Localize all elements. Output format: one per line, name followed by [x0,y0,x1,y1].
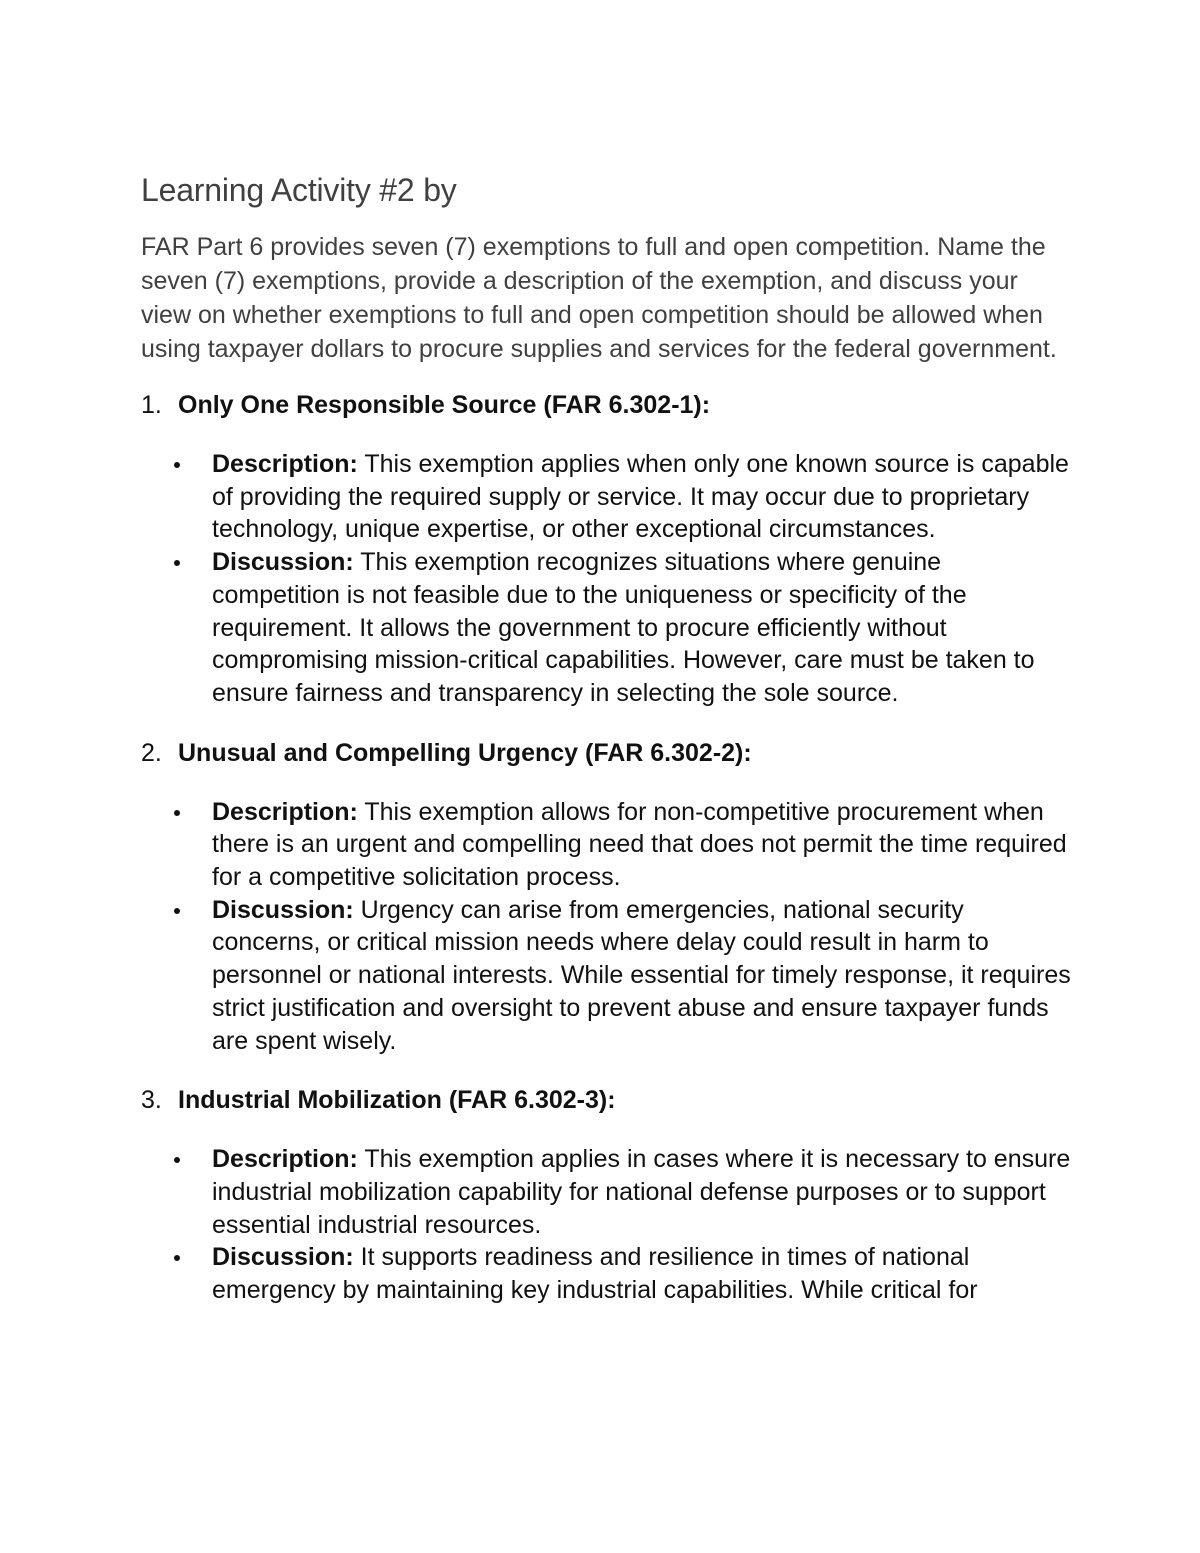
bullet-icon [174,560,180,566]
bullet-text: It supports readiness and resilience in times of national emergency by maintaining key industrial capabilities. While critical for [212,1243,978,1305]
bullet-item [141,894,1071,1058]
bullet-icon [174,810,180,816]
intro-paragraph: FAR Part 6 provides seven (7) exemptions to full and open competition. Name the seven (7) exemptions, provide a description of the exemption, and discuss your view on whether exemptions to full and open competition should be allowed when using taxpayer dollars to procure supplies and services for the federal government. [141,233,1057,363]
exemption-section [141,1083,1071,1307]
bullet-label: Discussion: [212,1243,354,1272]
section-heading [141,736,1071,770]
exemption-section [141,736,1071,1058]
bullet-icon [174,462,180,468]
section-number: 3. [141,1086,162,1115]
bullet-item [141,1143,1071,1241]
section-title: Only One Responsible Source (FAR 6.302-1): [178,391,711,419]
bullet-icon [174,1255,180,1261]
bullet-icon [174,1157,180,1163]
section-number: 1. [141,391,162,419]
bullet-label: Discussion: [212,895,354,924]
section-heading [141,388,1071,422]
bullet-label: Description: [212,1145,358,1174]
bullet-text: This exemption allows for non-competitive procurement when there is an urgent and compelling need that does not permit the time required for a competitive solicitation process. [212,797,1067,892]
bullet-item [141,1241,1071,1306]
bullet-list [141,796,1071,1058]
page-title: Learning Activity #2 by [141,172,457,208]
exemption-section [141,388,1071,710]
section-title: Unusual and Compelling Urgency (FAR 6.302-2): [178,738,752,767]
bullet-item [141,546,1071,710]
section-heading [141,1083,1071,1117]
bullet-icon [174,908,180,914]
bullet-item [141,448,1071,546]
bullet-text: Urgency can arise from emergencies, national security concerns, or critical mission needs where delay could result in harm to personnel or national interests. While essential for timely response, it requires strict justification and oversight to prevent abuse and ensure taxpayer funds are spent wisely. [212,895,1071,1055]
document-page [141,168,1071,1333]
bullet-label: Description: [212,450,358,478]
bullet-text: This exemption recognizes situations where genuine competition is not feasible due to the uniqueness or specificity of the requirement. It allows the government to procure efficiently without compromising mission-critical capabilities. However, care must be taken to ensure fairness and transparency in selecting the sole source. [212,548,1035,707]
bullet-label: Discussion: [212,548,354,577]
section-title: Industrial Mobilization (FAR 6.302-3): [178,1086,616,1115]
bullet-text: This exemption applies when only one known source is capable of providing the required supply or service. It may occur due to proprietary technology, unique expertise, or other exceptional circumstances. [212,450,1069,544]
bullet-text: This exemption applies in cases where it is necessary to ensure industrial mobilization capability for national defense purposes or to support essential industrial resources. [212,1145,1071,1239]
bullet-list [141,448,1071,710]
section-number: 2. [141,738,162,767]
bullet-label: Description: [212,797,358,826]
bullet-item [141,796,1071,894]
bullet-list [141,1143,1071,1307]
